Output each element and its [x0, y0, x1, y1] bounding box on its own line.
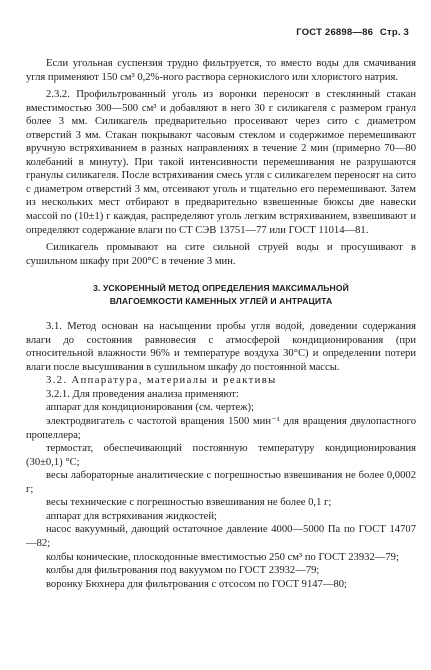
section-3-heading	[26, 282, 416, 308]
equipment-item: колбы для фильтрования под вакуумом по ГОСТ 23932—79;	[46, 565, 320, 577]
equipment-item: весы технические с погрешностью взвешивания не более 0,1 г;	[46, 497, 332, 509]
equipment-item: электродвигатель с частотой вращения 1500 мин⁻¹ для вращения двулопастного пропеллера;	[26, 416, 416, 441]
page-header	[296, 27, 409, 38]
paragraph-3-2: 3.2. Аппаратура, материалы и реактивы	[46, 375, 277, 387]
equipment-item: насос вакуумный, дающий остаточное давление 4000—5000 Па по ГОСТ 14707—82;	[26, 524, 416, 549]
paragraph-3-2-1: 3.2.1. Для проведения анализа применяют:	[46, 388, 239, 400]
standard-number: ГОСТ 26898—86	[296, 27, 374, 38]
section-heading-line: ВЛАГОЕМКОСТИ КАМЕННЫХ УГЛЕЙ И АНТРАЦИТА	[109, 296, 333, 307]
equipment-item: воронку Бюхнера для фильтрования с отсосом по ГОСТ 9147—80;	[46, 578, 347, 590]
paragraph-3-1: 3.1. Метод основан на насыщении пробы угля водой, доведении содержания влаги до состояния равновесия с атмосферой кондиционирования (при относительной влажности 96% и температуре воздуха 30°С) и определении потери влаги после высушивания в сушильном шкафу до постоянной массы.	[26, 321, 416, 373]
paragraph-intro: Если угольная суспензия трудно фильтруется, то вместо воды для смачивания угля применяют 150 см³ 0,2%-ного раствора сернокислого или хлористого натрия.	[26, 58, 416, 83]
equipment-item: весы лабораторные аналитические с погрешностью взвешивания не более 0,0002 г;	[26, 470, 416, 495]
equipment-item: колбы конические, плоскодонные вместимостью 250 см³ по ГОСТ 23932—79;	[46, 551, 399, 563]
document-body	[26, 57, 416, 591]
paragraph-2-3-2: 2.3.2. Профильтрованный уголь из воронки переносят в стеклянный стакан вместимостью 300—500 см³ и добавляют в него 30 г силикагеля с размером гранул более 3 мм. Силикагель предварительно просеивают через сито с диаметром отверстий 3 мм. Стакан покрывают часовым стеклом и содержимое перемешивают вручную встряхиванием в разных направлениях в течение 2 мин (примерно 70—80 колебаний в минуту). При такой интенсивности перемешивания не разрушаются гранулы силикагеля. После встряхивания смесь угля с силикагелем переносят на сито с диаметром отверстий 3 мм, отсеивают уголь и тщательно его перемешивают. Затем из нескольких мест отбирают в предварительно взвешенные бюксы две навески массой по (10±1) г каждая, распределяют уголь легким встряхиванием, взвешивают и определяют содержание влаги по СТ СЭВ 13751—77 или ГОСТ 11014—81.	[26, 89, 416, 236]
equipment-item: аппарат для встряхивания жидкостей;	[46, 510, 217, 522]
page-number: Стр. 3	[379, 27, 409, 38]
equipment-item: термостат, обеспечивающий постоянную температуру кондиционирования (30±0,1) °С;	[26, 443, 416, 468]
paragraph-silica-gel: Силикагель промывают на сите сильной струей воды и просушивают в сушильном шкафу при 200°С в течение 3 мин.	[26, 242, 416, 267]
equipment-item: аппарат для кондиционирования (см. чертеж);	[46, 402, 254, 414]
section-heading-line: 3. УСКОРЕННЫЙ МЕТОД ОПРЕДЕЛЕНИЯ МАКСИМАЛЬНОЙ	[93, 283, 349, 294]
